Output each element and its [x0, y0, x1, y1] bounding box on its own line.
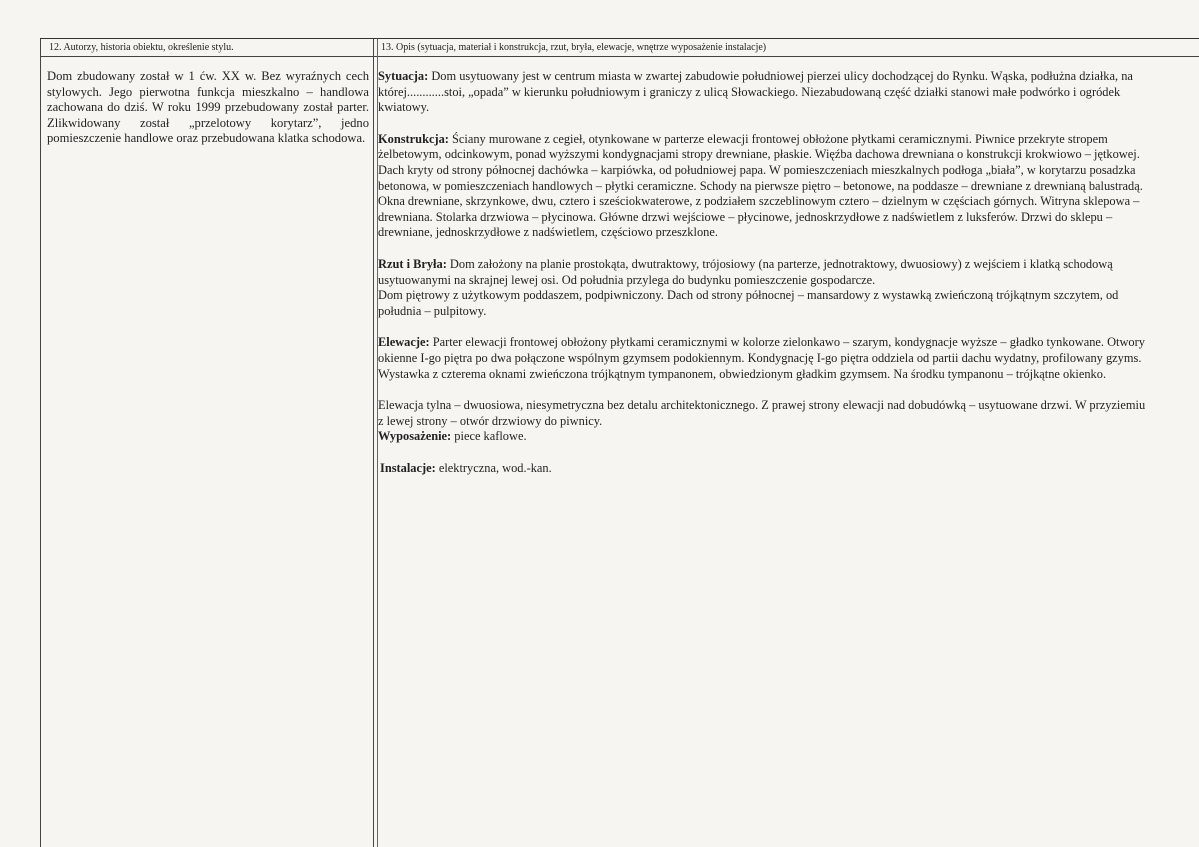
plan-paragraph	[378, 257, 1148, 288]
situation-paragraph	[378, 69, 1148, 116]
plan-paragraph-2: Dom piętrowy z użytkowym poddaszem, podpiwniczony. Dach od strony północnej – mansardowy z wystawką zwieńczoną trójkątnym szczytem, od południa – pulpitowy.	[378, 288, 1119, 318]
plan-text: Dom założony na planie prostokąta, dwutraktowy, trójosiowy (na parterze, jednotraktowy, dwuosiowy) z wejściem i klatką schodową usytuowanymi na skrajnej lewej osi. Od południa przylega do budynku pomieszczenie gospodarcze.	[378, 256, 1113, 287]
history-header: 12. Autorzy, historia obiektu, określenie stylu.	[41, 39, 373, 57]
form-sheet	[40, 38, 1199, 847]
rear-elevation-paragraph: Elewacja tylna – dwuosiowa, niesymetryczna bez detalu architektonicznego. Z prawej strony elewacji nad dobudówką – usytuowane drzwi. W przyziemiu z lewej strony – otwór drzwiowy do piwnicy.	[378, 398, 1146, 428]
description-header: 13. Opis (sytuacja, materiał i konstrukcja, rzut, bryła, elewacje, wnętrze wyposażenie instalacje)	[374, 39, 1199, 57]
situation-text: Dom usytuowany jest w centrum miasta w zwartej zabudowie południowej pierzei ulicy dochodzącej do Rynku. Wąska, podłużna działka, na której............stoi, „opada” w kierunku południowym i graniczy z ulicą Słowackiego. Niezabudowaną część działki stanowi małe podwórko i ogródek kwiatowy.	[378, 69, 1133, 115]
situation-label: Sytuacja:	[378, 69, 429, 83]
construction-label: Konstrukcja:	[378, 131, 449, 146]
installations-label: Instalacje:	[380, 460, 436, 475]
column-description	[373, 39, 1199, 847]
description-body	[378, 69, 1148, 476]
equipment-paragraph	[378, 429, 1148, 445]
construction-text: Ściany murowane z cegieł, otynkowane w parterze elewacji frontowej obłożone płytkami ceramicznymi. Piwnice przekryte stropem żelbetowym, odcinkowym, ponad wyższymi kondygnacjami stropy drewniane, płaskie. Więźba dachowa drewniana o konstrukcji krokwiowo – jętkowej. Dach kryty od strony północnej dachówka – karpiówka, od południowej papa. W pomieszczeniach mieszkalnych podłoga „biała”, w korytarzu posadzka betonowa, w pomieszczeniach handlowych – płytki ceramiczne. Schody na pierwsze piętro – betonowe, na poddasze – drewniane z drewnianą balustradą. Okna drewniane, skrzynkowe, dwu, cztero i sześciokwaterowe, z podziałem szczeblinowym cztero – dzielnym w częściach górnych. Witryna sklepowa – drewniana. Stolarka drzwiowa – płycinowa. Główne drzwi wejściowe – płycinowe, jednoskrzydłowe z nadświetlem z luksferów. Drzwi do sklepu – drewniane, jednoskrzydłowe z nadświetlem, częściowo przeszklone.	[378, 131, 1143, 240]
elevations-paragraph	[378, 335, 1148, 382]
installations-text: elektryczna, wod.-kan.	[435, 460, 552, 475]
elevations-text: Parter elewacji frontowej obłożony płytkami ceramicznymi w kolorze zielonkawo – szarym, kondygnacje wyższe – gładko tynkowane. Otwory okienne I-go piętra po dwa połączone wspólnym gzymsem podokiennym. Kondygnację I-go piętra oddziela od partii dachu wydatny, profilowany gzyms. Wystawka z czterema oknami zwieńczona trójkątnym tympanonem, obwiedzionym gładkim gzymsem. Na środku tympanonu – trójkątne okienko.	[378, 335, 1145, 381]
equipment-label: Wyposażenie:	[378, 429, 452, 444]
column-history	[40, 39, 373, 847]
history-text: Dom zbudowany został w 1 ćw. XX w. Bez wyraźnych cech stylowych. Jego pierwotna funkcja mieszkalno – handlowa zachowana do dziś. W roku 1999 przebudowany został parter. Zlikwidowany został „przelotowy korytarz”, jedno pomieszczenie handlowe oraz przebudowana klatka schodowa.	[47, 69, 369, 145]
equipment-text: piece kaflowe.	[451, 429, 527, 444]
installations-paragraph	[378, 461, 1148, 477]
plan-label: Rzut i Bryła:	[378, 256, 447, 271]
construction-paragraph	[378, 132, 1148, 241]
elevations-label: Elewacje:	[378, 335, 430, 350]
